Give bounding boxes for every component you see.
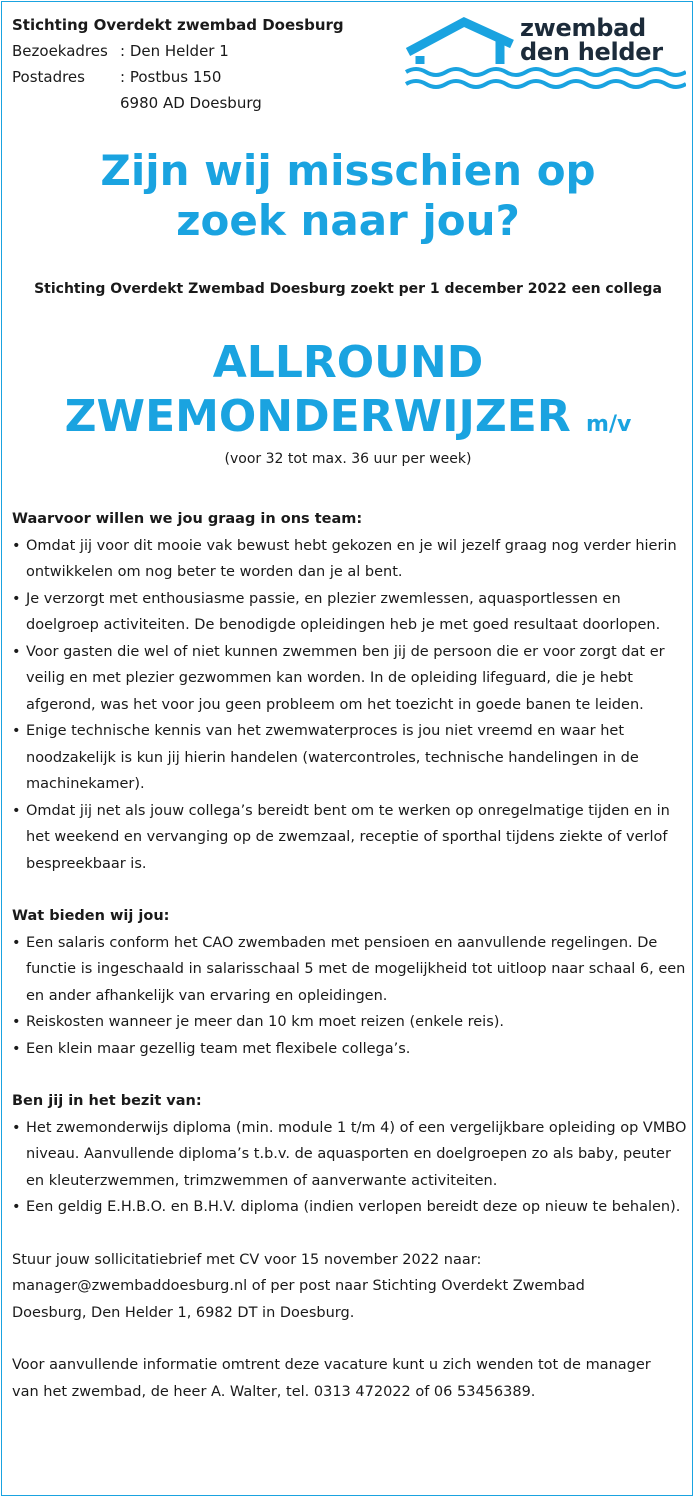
list-item: • Omdat jij voor dit mooie vak bewust hebt gekozen en je wil jezelf graag nog verder hierin ontwikkelen om nog beter te worden dan je al bent. [12, 533, 690, 586]
list-item: • Reiskosten wanneer je meer dan 10 km moet reizen (enkele reis). [12, 1009, 690, 1036]
section-title-requirements: Ben jij in het bezit van: [12, 1093, 202, 1109]
visit-address-value: : Den Helder 1 [120, 42, 229, 60]
headline [0, 146, 696, 246]
postal-address-value: : Postbus 150 [120, 68, 222, 86]
job-title-main: ZWEMONDERWIJZER [64, 391, 571, 442]
list-item: • Je verzorgt met enthousiasme passie, en plezier zwemlessen, aquasportlessen en doelgroep activiteiten. De benodigde opleidingen heb je met goed resultaat doorlopen. [12, 586, 690, 639]
logo-line-1: zwembad [520, 14, 646, 42]
logo-wordmark [520, 16, 663, 64]
postal-city: 6980 AD Doesburg [120, 94, 262, 112]
visit-address-label: Bezoekadres [12, 42, 108, 60]
apply-line-2: manager@zwembaddoesburg.nl of per post naar Stichting Overdekt Zwembad [12, 1278, 585, 1294]
job-hours: (voor 32 tot max. 36 uur per week) [224, 451, 472, 467]
job-title-line-1: ALLROUND [212, 337, 484, 388]
info-line-1: Voor aanvullende informatie omtrent deze vacature kunt u zich wenden tot de manager [12, 1357, 651, 1373]
postal-address-row [12, 64, 344, 90]
list-item: • Omdat jij net als jouw collega’s bereidt bent om te werken op onregelmatige tijden en in het weekend en vervanging op de zwemzaal, receptie of sporthal tijdens ziekte of verlof bespreekbaar is. [12, 798, 690, 878]
section-title-offer: Wat bieden wij jou: [12, 908, 170, 924]
visit-address-row [12, 38, 344, 64]
headline-line-2: zoek naar jou? [176, 196, 520, 245]
postal-address-label: Postadres [12, 68, 85, 86]
list-item: • Een geldig E.H.B.O. en B.H.V. diploma (indien verlopen bereidt deze op nieuw te behalen). [12, 1194, 690, 1221]
logo-line-2: den helder [520, 38, 663, 66]
job-title-line-2 [0, 390, 696, 452]
headline-line-1: Zijn wij misschien op [100, 146, 596, 195]
list-item: • Een salaris conform het CAO zwembaden met pensioen en aanvullende regelingen. De functie is ingeschaald in salarisschaal 5 met de mogelijkheid tot uitloop naar schaal 6, een en ander afhankelijk van ervaring en opleidingen. [12, 930, 690, 1010]
list-item: • Het zwemonderwijs diploma (min. module 1 t/m 4) of een vergelijkbare opleiding op VMBO niveau. Aanvullende diploma’s t.b.v. de aquasporten en doelgroepen zo als baby, peuter en kleuterzwemmen, trimzwemmen of aanverwante activiteiten. [12, 1115, 690, 1195]
list-offer [12, 930, 690, 1063]
list-requirements [12, 1115, 690, 1221]
address-block [12, 12, 344, 116]
info-line-2: van het zwembad, de heer A. Walter, tel. 0313 472022 of 06 53456389. [12, 1383, 536, 1400]
list-item: • Een klein maar gezellig team met flexibele collega’s. [12, 1036, 690, 1063]
list-team [12, 533, 690, 878]
apply-line-3: Doesburg, Den Helder 1, 6982 DT in Doesburg. [12, 1304, 355, 1321]
section-title-team: Waarvoor willen we jou graag in ons team: [12, 511, 363, 527]
apply-paragraph [12, 1247, 690, 1327]
job-gender-suffix: m/v [586, 412, 632, 437]
apply-line-1: Stuur jouw sollicitatiebrief met CV voor 15 november 2022 naar: [12, 1251, 482, 1268]
job-title [0, 336, 696, 452]
list-item: • Enige technische kennis van het zwemwaterproces is jou niet vreemd en waar het noodzakelijk is kun jij hierin handelen (watercontroles, technische handelingen in de machinekamer). [12, 718, 690, 798]
org-name: Stichting Overdekt zwembad Doesburg [12, 16, 344, 34]
vacancy-body [12, 506, 690, 1405]
list-item: • Voor gasten die wel of niet kunnen zwemmen ben jij de persoon die er voor zorgt dat er veilig en met plezier gezwommen kan worden. In de opleiding lifeguard, die je hebt afgerond, was het voor jou geen probleem om het toezicht in goede banen te leiden. [12, 639, 690, 719]
subheadline: Stichting Overdekt Zwembad Doesburg zoekt per 1 december 2022 een collega [34, 281, 662, 297]
info-paragraph [12, 1352, 690, 1405]
